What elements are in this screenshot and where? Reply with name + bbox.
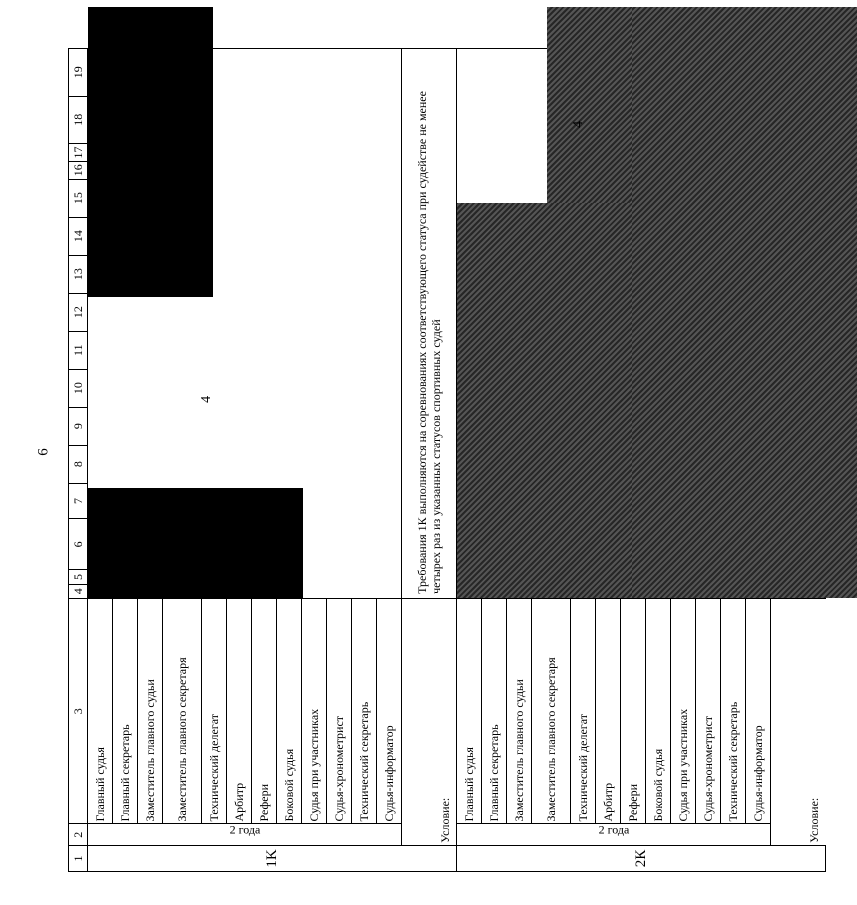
col-num-14: 14 [69,217,88,255]
role-1k-deputy-judge: Заместитель главного судьи [138,598,163,824]
condition-label-1k: Условие: [438,797,452,843]
role-2k-technical-secretary: Технический секретарь [721,598,746,824]
condition-row-1k [402,49,457,872]
role-2k-deputy-judge: Заместитель главного судьи [507,598,532,824]
col-num-6: 6 [69,519,88,570]
page-number: 6 [35,448,52,456]
section-2k-row [457,49,482,872]
requirement-1k: Требования 1К выполняются на соревнованиях соответствующего статуса при судействе не менее четырех раз из указанных статусов спортивных судей [402,49,457,599]
col-num-3: 3 [69,598,88,824]
col-num-19: 19 [69,49,88,97]
qualification-table [68,48,826,872]
col-num-11: 11 [69,331,88,369]
col-num-13: 13 [69,255,88,293]
dithered-block [512,288,530,338]
grid-2k [457,49,771,599]
col-num-8: 8 [69,445,88,483]
role-2k-technical-delegate: Технический делегат [571,598,596,824]
section-1k-row [88,49,113,872]
cell-value-1k: 4 [199,395,214,403]
role-1k-timekeeper: Судья-хронометрист [327,598,352,824]
period-1k: 2 года [88,824,402,845]
role-1k-technical-secretary: Технический секретарь [352,598,377,824]
dithered-block [547,7,632,203]
role-2k-main-secretary: Главный секретарь [482,598,507,824]
level-1k: 1K [88,845,457,871]
role-1k-arbiter: Арбитр [227,598,252,824]
role-2k-arbiter: Арбитр [596,598,621,824]
level-2k: 2К [457,845,826,871]
condition-label-2k: Условие: [807,797,821,843]
qualification-table-container [68,48,821,872]
role-2k-deputy-secretary: Заместитель главного секретаря [532,598,571,824]
role-2k-referee: Рефери [621,598,646,824]
role-2k-participants-judge: Судья при участниках [671,598,696,824]
col-num-9: 9 [69,407,88,445]
role-2k-timekeeper: Судья-хронометрист [696,598,721,824]
role-1k-side-judge: Боковой судья [277,598,302,824]
dithered-block [632,7,857,598]
role-1k-main-secretary: Главный секретарь [113,598,138,824]
col-num-2: 2 [69,824,88,845]
rotated-sheet [68,48,821,872]
role-1k-deputy-secretary: Заместитель главного секретаря [163,598,202,824]
role-2k-announcer: Судья-информатор [746,598,771,824]
role-1k-technical-delegate: Технический делегат [202,598,227,824]
col-num-18: 18 [69,96,88,144]
column-number-row [69,49,88,872]
col-num-1: 1 [69,845,88,871]
black-block [88,7,213,297]
col-num-5: 5 [69,570,88,584]
col-num-15: 15 [69,179,88,217]
black-block [88,488,303,598]
grid-1k [88,49,402,599]
col-num-4: 4 [69,584,88,598]
col-num-12: 12 [69,293,88,331]
col-num-7: 7 [69,483,88,519]
cell-value-2k: 4 [571,120,586,128]
role-1k-announcer: Судья-информатор [377,598,402,824]
dithered-block [457,203,632,598]
role-2k-side-judge: Боковой судья [646,598,671,824]
col-num-17: 17 [69,144,88,162]
role-1k-referee: Рефери [252,598,277,824]
col-num-10: 10 [69,369,88,407]
period-2k: 2 года [457,824,771,845]
role-1k-main-judge: Главный судья [88,598,113,824]
role-2k-main-judge: Главный судья [457,598,482,824]
col-num-16: 16 [69,161,88,179]
role-1k-participants-judge: Судья при участниках [302,598,327,824]
